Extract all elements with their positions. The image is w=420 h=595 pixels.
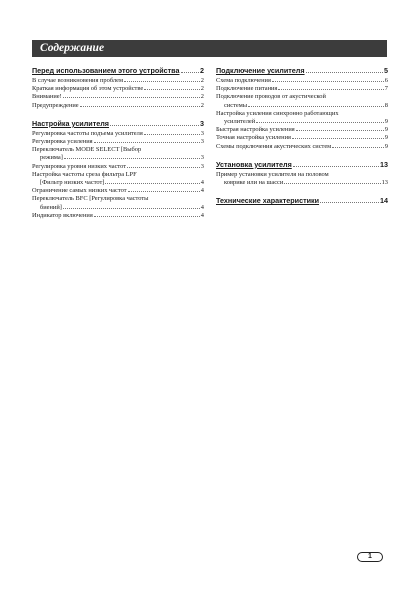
toc-entry[interactable]: [32, 77, 204, 85]
toc-section-heading[interactable]: [216, 66, 388, 76]
toc-entry[interactable]: [216, 77, 388, 85]
toc-entry-page: 4: [200, 211, 204, 219]
toc-entry-title-cont: биений]: [40, 203, 62, 211]
toc-entry[interactable]: [32, 146, 204, 162]
toc-entry-page: 3: [200, 129, 204, 137]
toc-section: [216, 196, 388, 206]
toc-entry[interactable]: [32, 187, 204, 195]
toc-entry-title: Схема подключения: [216, 77, 271, 84]
toc-entry-line2: [216, 102, 388, 110]
toc-entry-page: 9: [384, 134, 388, 142]
toc-entry-title-cont: режима]: [40, 154, 63, 162]
dot-leader: [128, 191, 200, 192]
contents-title-banner: [32, 40, 387, 57]
toc-entry[interactable]: [32, 130, 204, 138]
toc-right-column: [216, 66, 388, 215]
page-number-badge: [357, 552, 383, 562]
toc-entry-line2: [32, 179, 204, 187]
toc-entry-title: Ограничение самых низких частот: [32, 187, 127, 195]
toc-entry-title-cont: усилителей: [224, 118, 256, 126]
toc-entry-title: Переключатель BFC [Регулировка частоты: [32, 195, 149, 203]
dot-leader: [278, 89, 383, 90]
dot-leader: [64, 158, 200, 159]
toc-entry-line2: [216, 179, 388, 187]
toc-entry[interactable]: [216, 85, 388, 93]
toc-entry[interactable]: [216, 93, 388, 109]
toc-entry-title-cont: [Фильтр низких частот]: [40, 179, 105, 187]
toc-entry-page: 13: [381, 179, 388, 187]
dot-leader: [248, 106, 384, 107]
dot-leader: [292, 138, 384, 139]
toc-heading-page: 13: [380, 159, 388, 169]
toc-entry-page: 9: [384, 118, 388, 126]
toc-entry-page: 2: [200, 85, 204, 93]
toc-entry-title: Подключение проводов от акустической: [216, 93, 326, 101]
contents-title: Содержание: [40, 42, 105, 54]
toc-entry-title: Схемы подключения акустических систем: [216, 142, 332, 150]
toc-entry-page: 9: [384, 126, 388, 134]
toc-entry-page: 8: [384, 101, 388, 109]
dot-leader: [94, 142, 200, 143]
toc-entry-page: 3: [200, 154, 204, 162]
toc-section: [32, 119, 204, 220]
toc-heading-title: Установка усилителя: [216, 159, 292, 169]
toc-entry-title-cont: коврике или на шасси: [224, 179, 284, 187]
toc-entry-title: Подключение питания: [216, 85, 278, 93]
toc-entry-page: 4: [200, 179, 204, 187]
dot-leader: [110, 125, 199, 126]
toc-entry-title: Индикатор включения: [32, 211, 93, 219]
dot-leader: [296, 130, 384, 131]
dot-leader: [144, 89, 200, 90]
toc-left-column: [32, 66, 204, 229]
page-number: 1: [368, 553, 372, 560]
toc-section: [216, 66, 388, 151]
toc-entry-title-cont: системы: [224, 101, 248, 109]
toc-entry-line2: [216, 118, 388, 126]
dot-leader: [105, 183, 199, 184]
toc-section-heading[interactable]: [216, 196, 388, 206]
dot-leader: [181, 72, 200, 73]
toc-entry-title: Точная настройка усиления: [216, 134, 291, 142]
toc-entry-title: Регулировка усиления: [32, 138, 93, 146]
toc-heading-title: Настройка усилителя: [32, 118, 109, 128]
toc-heading-page: 3: [200, 118, 204, 128]
dot-leader: [124, 81, 200, 82]
toc-heading-title: Технические характеристики: [216, 196, 320, 206]
toc-entry[interactable]: [32, 171, 204, 187]
toc-entry-title: Регулировка уровня низких частот: [32, 162, 127, 170]
toc-entry-page: 3: [200, 138, 204, 146]
toc-section-heading[interactable]: [32, 119, 204, 129]
toc-entry-title: Краткая информация об этом устройстве: [32, 85, 144, 93]
toc-entry-title: Внимание!: [32, 93, 62, 101]
dot-leader: [80, 106, 200, 107]
toc-entry-line1: [32, 171, 204, 179]
toc-entry-title: Настройка усиления синхронно работающих: [216, 109, 339, 117]
dot-leader: [306, 72, 383, 73]
toc-entry[interactable]: [32, 102, 204, 110]
toc-heading-title: Подключение усилителя: [216, 66, 305, 75]
toc-entry-line2: [32, 154, 204, 162]
toc-entry[interactable]: [32, 85, 204, 93]
toc-entry[interactable]: [32, 195, 204, 211]
toc-entry-page: 2: [200, 101, 204, 109]
dot-leader: [320, 202, 379, 203]
dot-leader: [144, 134, 200, 135]
toc-entry-page: 9: [384, 142, 388, 150]
toc-entry-page: 6: [384, 77, 388, 84]
toc-entry[interactable]: [32, 212, 204, 220]
toc-entry-page: 7: [384, 85, 388, 93]
toc-entry-line1: [32, 195, 204, 203]
toc-entry-title: Переключатель MODE SELECT [Выбор: [32, 146, 142, 154]
toc-heading-title: Перед использованием этого устройства: [32, 66, 180, 75]
toc-entry-title: Настройка частоты среза фильтра LPF: [32, 170, 137, 178]
dot-leader: [256, 122, 384, 123]
dot-leader: [293, 166, 379, 167]
dot-leader: [94, 216, 200, 217]
toc-entry[interactable]: [216, 143, 388, 151]
toc-entry-title: Регулировка частоты подъема усилителя: [32, 129, 143, 137]
toc-entry[interactable]: [216, 171, 388, 187]
toc-heading-page: 14: [380, 196, 388, 206]
toc-entry-page: 4: [200, 203, 204, 211]
dot-leader: [63, 208, 200, 209]
toc-entry-line2: [32, 204, 204, 212]
toc-entry-line1: [216, 110, 388, 118]
toc-entry[interactable]: [216, 110, 388, 126]
toc-entry-page: 3: [200, 162, 204, 170]
toc-entry[interactable]: [216, 134, 388, 142]
toc-entry[interactable]: [32, 93, 204, 101]
toc-entry[interactable]: [32, 138, 204, 146]
toc-section: [32, 66, 204, 110]
toc-entry-title: Предупреждение: [32, 101, 79, 109]
toc-entry-page: 4: [200, 187, 204, 195]
toc-entry-line1: [216, 171, 388, 179]
toc-entry-line1: [32, 146, 204, 154]
toc-heading-page: 2: [200, 66, 204, 75]
dot-leader: [332, 147, 384, 148]
toc-entry-title: В случае возникновения проблем: [32, 77, 123, 84]
toc-entry[interactable]: [216, 126, 388, 134]
dot-leader: [127, 167, 200, 168]
toc-section-heading[interactable]: [32, 66, 204, 76]
toc-section: [216, 160, 388, 187]
toc-entry-page: 2: [200, 93, 204, 101]
toc-entry-page: 2: [200, 77, 204, 84]
toc-section-heading[interactable]: [216, 160, 388, 170]
dot-leader: [272, 81, 384, 82]
dot-leader: [284, 183, 380, 184]
toc-entry-line1: [216, 93, 388, 101]
toc-entry-title: Быстрая настройка усиления: [216, 126, 295, 134]
dot-leader: [63, 97, 200, 98]
toc-entry[interactable]: [32, 163, 204, 171]
toc-entry-title: Пример установки усилителя на половом: [216, 170, 329, 178]
toc-heading-page: 5: [384, 66, 388, 75]
